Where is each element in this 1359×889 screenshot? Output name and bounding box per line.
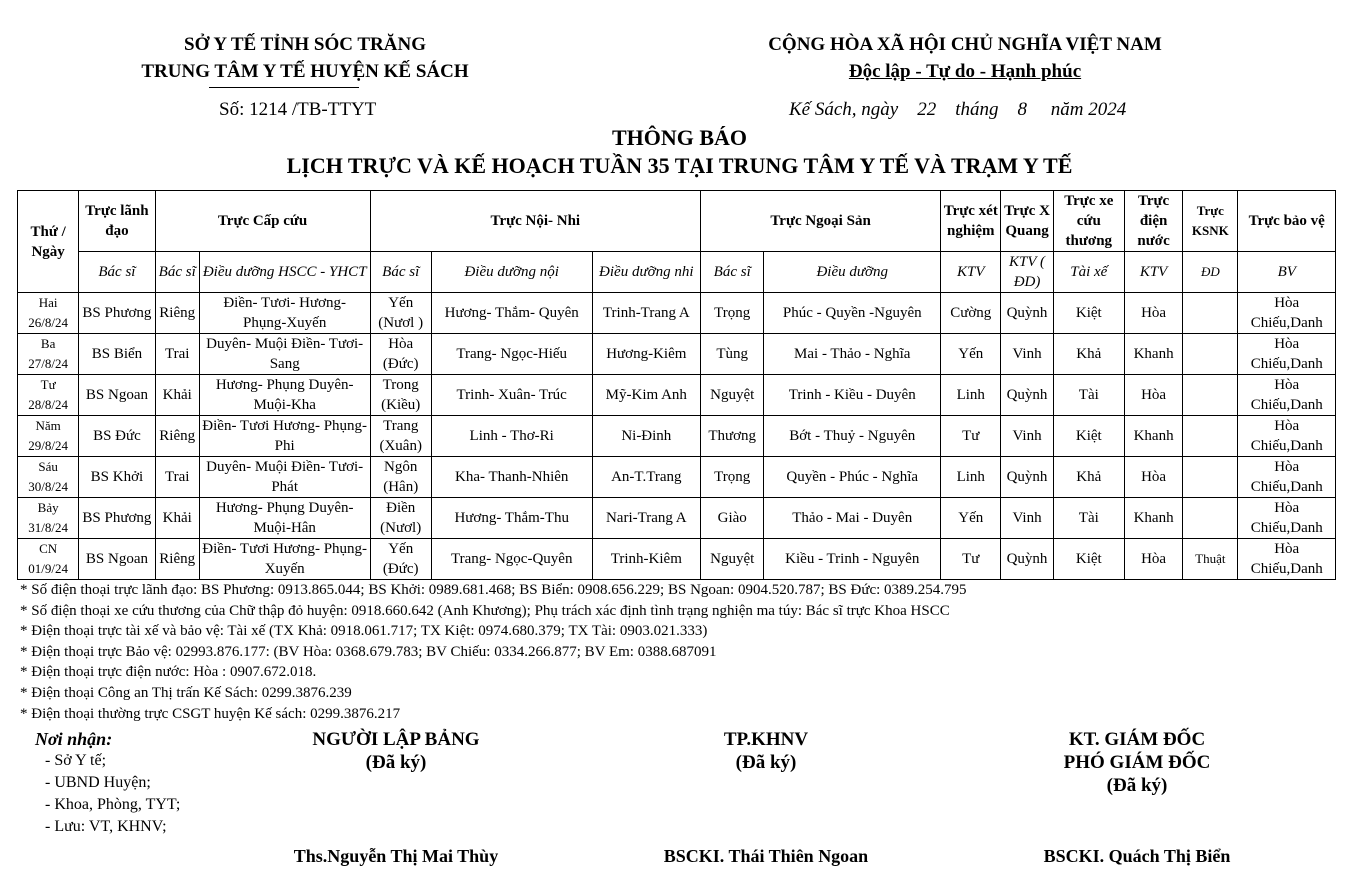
day-date: 27/8/24 xyxy=(28,356,68,371)
country-header xyxy=(700,31,1230,85)
cell-day xyxy=(18,539,79,580)
maker-title: NGƯỜI LẬP BẢNG xyxy=(312,729,480,750)
cell-em-nurse: Duyên- Muội Điền- Tươi-Sang xyxy=(199,334,370,375)
cell-lab: Linh xyxy=(941,375,1001,416)
cell-security: Hòa Chiếu,Danh xyxy=(1238,293,1336,334)
cell-day xyxy=(18,457,79,498)
cell-security: Hòa Chiếu,Danh xyxy=(1238,498,1336,539)
cell-ambulance: Tài xyxy=(1053,498,1124,539)
cell-su-nurse: Quyền - Phúc - Nghĩa xyxy=(764,457,941,498)
cell-in-doctor: Trang (Xuân) xyxy=(370,416,431,457)
cell-em-nurse: Điền- Tươi- Hương- Phụng-Xuyến xyxy=(199,293,370,334)
director-signed: (Đã ký) xyxy=(1106,775,1168,796)
cell-em-doctor: Khải xyxy=(155,375,199,416)
cell-leader: BS Khởi xyxy=(79,457,155,498)
cell-su-nurse: Trinh - Kiều - Duyên xyxy=(764,375,941,416)
cell-in-nurse: Trang- Ngọc-Hiếu xyxy=(431,334,592,375)
header-leader: Trực lãnh đạo xyxy=(79,191,155,252)
sub-su-doctor: Bác sĩ xyxy=(701,252,764,293)
day-date: 31/8/24 xyxy=(28,520,68,535)
day-name: Ba xyxy=(40,336,56,351)
cell-security: Hòa Chiếu,Danh xyxy=(1238,416,1336,457)
doc-title: THÔNG BÁO xyxy=(611,125,748,150)
org-underline xyxy=(209,87,359,88)
header-internal: Trực Nội- Nhi xyxy=(370,191,700,252)
sub-electric: KTV xyxy=(1124,252,1182,293)
cell-lab: Yến xyxy=(941,498,1001,539)
director-signature xyxy=(1007,728,1267,797)
cell-security: Hòa Chiếu,Danh xyxy=(1238,539,1336,580)
cell-em-doctor: Riêng xyxy=(155,539,199,580)
cell-ped-nurse: An-T.Trang xyxy=(592,457,701,498)
table-row xyxy=(18,498,1336,539)
recipient-item: - Khoa, Phòng, TYT; xyxy=(45,796,181,813)
cell-in-nurse: Hương- Thắm-Thu xyxy=(431,498,592,539)
recipients-title: Nơi nhận: xyxy=(35,729,113,749)
document-number: Số: 1214 /TB-TTYT xyxy=(219,99,377,120)
cell-su-doctor: Nguyệt xyxy=(701,539,764,580)
cell-lab: Linh xyxy=(941,457,1001,498)
day-date: 29/8/24 xyxy=(28,438,68,453)
motto xyxy=(700,58,1230,85)
cell-em-nurse: Hương- Phụng Duyên- Muội-Kha xyxy=(199,375,370,416)
cell-ksnk xyxy=(1183,457,1238,498)
cell-security: Hòa Chiếu,Danh xyxy=(1238,334,1336,375)
sub-leader: Bác sĩ xyxy=(79,252,155,293)
cell-security: Hòa Chiếu,Danh xyxy=(1238,457,1336,498)
cell-su-doctor: Giào xyxy=(701,498,764,539)
motto-text: Độc lập - Tự do - Hạnh phúc xyxy=(848,61,1082,82)
cell-ped-nurse: Trinh-Kiêm xyxy=(592,539,701,580)
table-row xyxy=(18,334,1336,375)
sub-ksnk: ĐD xyxy=(1183,252,1238,293)
day-name: Hai xyxy=(38,295,58,310)
cell-em-doctor: Riêng xyxy=(155,416,199,457)
sub-xray: KTV ( ĐD) xyxy=(1001,252,1053,293)
cell-xray: Vinh xyxy=(1001,498,1053,539)
sub-ambulance: Tài xế xyxy=(1053,252,1124,293)
cell-ambulance: Kiệt xyxy=(1053,539,1124,580)
cell-day xyxy=(18,375,79,416)
day-name: Tư xyxy=(40,377,56,392)
org-line2 xyxy=(100,58,510,85)
cell-xray: Quỳnh xyxy=(1001,375,1053,416)
sub-em-nurse: Điều dưỡng HSCC - YHCT xyxy=(199,252,370,293)
khnv-signed: (Đã ký) xyxy=(735,752,797,773)
cell-ksnk xyxy=(1183,334,1238,375)
cell-su-nurse: Thảo - Mai - Duyên xyxy=(764,498,941,539)
cell-em-nurse: Điền- Tươi Hương- Phụng-Phi xyxy=(199,416,370,457)
cell-lab: Yến xyxy=(941,334,1001,375)
cell-lab: Tư xyxy=(941,416,1001,457)
cell-ambulance: Kiệt xyxy=(1053,416,1124,457)
sub-in-doctor: Bác sĩ xyxy=(370,252,431,293)
day-name: Năm xyxy=(35,418,61,433)
cell-xray: Quỳnh xyxy=(1001,539,1053,580)
cell-electric: Hòa xyxy=(1124,539,1182,580)
note-line: * Điện thoại trực điện nước: Hòa : 0907.672.018. xyxy=(20,664,317,681)
cell-security: Hòa Chiếu,Danh xyxy=(1238,375,1336,416)
cell-in-doctor: Ngôn (Hân) xyxy=(370,457,431,498)
cell-em-nurse: Điền- Tươi Hương- Phụng-Xuyến xyxy=(199,539,370,580)
khnv-name: BSCKI. Thái Thiên Ngoan xyxy=(663,846,869,866)
cell-in-doctor: Điền (Nươl) xyxy=(370,498,431,539)
cell-su-nurse: Kiều - Trinh - Nguyên xyxy=(764,539,941,580)
recipient-item: - UBND Huyện; xyxy=(45,774,151,791)
cell-in-nurse: Kha- Thanh-Nhiên xyxy=(431,457,592,498)
director-title1: KT. GIÁM ĐỐC xyxy=(1068,729,1206,750)
sub-lab: KTV xyxy=(941,252,1001,293)
cell-ped-nurse: Mỹ-Kim Anh xyxy=(592,375,701,416)
cell-su-doctor: Tùng xyxy=(701,334,764,375)
cell-em-doctor: Trai xyxy=(155,334,199,375)
maker-name: Ths.Nguyễn Thị Mai Thùy xyxy=(293,846,499,866)
cell-ped-nurse: Ni-Đinh xyxy=(592,416,701,457)
note-line: * Số điện thoại xe cứu thương của Chữ thập đỏ huyện: 0918.660.642 (Anh Khương); Phụ trách xác định tình trạng nghiện ma túy: Bác sĩ trực Khoa HSCC xyxy=(20,602,950,619)
day-name: Sáu xyxy=(38,459,58,474)
cell-in-nurse: Trang- Ngọc-Quyên xyxy=(431,539,592,580)
sub-su-nurse: Điều dưỡng xyxy=(764,252,941,293)
header-lab: Trực xét nghiệm xyxy=(941,191,1001,252)
cell-day xyxy=(18,334,79,375)
day-date: 30/8/24 xyxy=(28,479,68,494)
table-row xyxy=(18,539,1336,580)
day-date: 01/9/24 xyxy=(28,561,68,576)
cell-ambulance: Tài xyxy=(1053,375,1124,416)
cell-su-doctor: Trọng xyxy=(701,457,764,498)
org-line1: SỞ Y TẾ TỈNH SÓC TRĂNG xyxy=(184,34,426,55)
maker-signed: (Đã ký) xyxy=(365,752,427,773)
cell-ped-nurse: Nari-Trang A xyxy=(592,498,701,539)
cell-in-doctor: Yến (Đức) xyxy=(370,539,431,580)
notes xyxy=(20,580,967,724)
maker-signature xyxy=(266,728,526,774)
cell-ksnk xyxy=(1183,416,1238,457)
cell-em-doctor: Khải xyxy=(155,498,199,539)
cell-su-doctor: Thương xyxy=(701,416,764,457)
cell-xray: Quỳnh xyxy=(1001,293,1053,334)
header-ambulance: Trực xe cứu thương xyxy=(1053,191,1124,252)
cell-in-nurse: Linh - Thơ-Ri xyxy=(431,416,592,457)
director-title2: PHÓ GIÁM ĐỐC xyxy=(1063,752,1211,773)
cell-electric: Hòa xyxy=(1124,375,1182,416)
cell-ped-nurse: Trinh-Trang A xyxy=(592,293,701,334)
table-row xyxy=(18,375,1336,416)
cell-su-nurse: Bớt - Thuỷ - Nguyên xyxy=(764,416,941,457)
recipient-item: - Sở Y tế; xyxy=(45,752,107,769)
sub-in-nurse: Điều dưỡng nội xyxy=(431,252,592,293)
cell-day xyxy=(18,293,79,334)
day-name: CN xyxy=(39,541,58,556)
day-name: Bảy xyxy=(37,500,59,515)
cell-ksnk xyxy=(1183,498,1238,539)
director-name: BSCKI. Quách Thị Biển xyxy=(1043,846,1231,866)
note-line: * Điện thoại trực Bảo vệ: 02993.876.177: (BV Hòa: 0368.679.783; BV Chiếu: 0334.266.877; BV Em: 0388.687091 xyxy=(20,643,717,660)
cell-electric: Hòa xyxy=(1124,457,1182,498)
cell-leader: BS Đức xyxy=(79,416,155,457)
recipients xyxy=(35,728,180,838)
table-row xyxy=(18,457,1336,498)
doc-subtitle: LỊCH TRỰC VÀ KẾ HOẠCH TUẦN 35 TẠI TRUNG TÂM Y TẾ VÀ TRẠM Y TẾ xyxy=(286,153,1073,178)
header-surgery: Trực Ngoại Sản xyxy=(701,191,941,252)
header-day: Thứ / Ngày xyxy=(18,191,79,293)
cell-in-doctor: Hòa (Đức) xyxy=(370,334,431,375)
country-name: CỘNG HÒA XÃ HỘI CHỦ NGHĨA VIỆT NAM xyxy=(768,34,1162,55)
cell-su-nurse: Phúc - Quyền -Nguyên xyxy=(764,293,941,334)
cell-leader: BS Ngoan xyxy=(79,375,155,416)
header-xray: Trực X Quang xyxy=(1001,191,1053,252)
cell-ksnk: Thuật xyxy=(1183,539,1238,580)
header-ksnk: Trực KSNK xyxy=(1183,191,1238,252)
sub-ped-nurse: Điều dưỡng nhi xyxy=(592,252,701,293)
cell-electric: Khanh xyxy=(1124,334,1182,375)
cell-leader: BS Biển xyxy=(79,334,155,375)
sub-security: BV xyxy=(1238,252,1336,293)
cell-ped-nurse: Hương-Kiêm xyxy=(592,334,701,375)
org-line2-text: TRUNG TÂM Y TẾ HUYỆN KẾ SÁCH xyxy=(141,61,469,82)
cell-em-doctor: Trai xyxy=(155,457,199,498)
cell-leader: BS Ngoan xyxy=(79,539,155,580)
header-electric: Trực điện nước xyxy=(1124,191,1182,252)
cell-in-nurse: Trinh- Xuân- Trúc xyxy=(431,375,592,416)
header-security: Trực bảo vệ xyxy=(1238,191,1336,252)
cell-leader: BS Phương xyxy=(79,293,155,334)
cell-ambulance: Khả xyxy=(1053,334,1124,375)
cell-ambulance: Kiệt xyxy=(1053,293,1124,334)
cell-electric: Khanh xyxy=(1124,498,1182,539)
cell-electric: Hòa xyxy=(1124,293,1182,334)
cell-su-doctor: Trọng xyxy=(701,293,764,334)
cell-in-doctor: Trong (Kiều) xyxy=(370,375,431,416)
day-date: 28/8/24 xyxy=(28,397,68,412)
day-date: 26/8/24 xyxy=(28,315,68,330)
table-row xyxy=(18,416,1336,457)
cell-ksnk xyxy=(1183,293,1238,334)
khnv-title: TP.KHNV xyxy=(723,729,809,750)
note-line: * Điện thoại trực tài xế và bảo vệ: Tài xế (TX Khả: 0918.061.717; TX Kiệt: 0974.680.379; TX Tài: 0903.021.333) xyxy=(20,623,708,640)
note-line: * Số điện thoại trực lãnh đạo: BS Phương: 0913.865.044; BS Khởi: 0989.681.468; BS Biển: 0908.656.229; BS Ngoan: 0904.520.787; BS Đức: 0389.254.795 xyxy=(20,582,967,598)
khnv-signature xyxy=(646,728,886,774)
cell-em-nurse: Hương- Phụng Duyên- Muội-Hân xyxy=(199,498,370,539)
cell-su-nurse: Mai - Thảo - Nghĩa xyxy=(764,334,941,375)
cell-su-doctor: Nguyệt xyxy=(701,375,764,416)
note-line: * Điện thoại thường trực CSGT huyện Kế sách: 0299.3876.217 xyxy=(20,705,401,722)
table-row xyxy=(18,293,1336,334)
cell-xray: Vinh xyxy=(1001,416,1053,457)
recipient-item: - Lưu: VT, KHNV; xyxy=(45,818,167,835)
document-date: Kế Sách, ngày 22 tháng 8 năm 2024 xyxy=(789,99,1127,120)
cell-xray: Vinh xyxy=(1001,334,1053,375)
schedule-table xyxy=(17,190,1336,580)
cell-day xyxy=(18,498,79,539)
cell-leader: BS Phương xyxy=(79,498,155,539)
header-emergency: Trực Cấp cứu xyxy=(155,191,370,252)
cell-ambulance: Khả xyxy=(1053,457,1124,498)
cell-lab: Tư xyxy=(941,539,1001,580)
cell-lab: Cường xyxy=(941,293,1001,334)
note-line: * Điện thoại Công an Thị trấn Kế Sách: 0299.3876.239 xyxy=(20,684,352,701)
cell-electric: Khanh xyxy=(1124,416,1182,457)
cell-day xyxy=(18,416,79,457)
sub-em-doctor: Bác sĩ xyxy=(155,252,199,293)
cell-em-nurse: Duyên- Muội Điền- Tươi-Phát xyxy=(199,457,370,498)
cell-in-nurse: Hương- Thắm- Quyên xyxy=(431,293,592,334)
cell-in-doctor: Yến (Nươl ) xyxy=(370,293,431,334)
org-header xyxy=(100,31,510,85)
cell-xray: Quỳnh xyxy=(1001,457,1053,498)
cell-em-doctor: Riêng xyxy=(155,293,199,334)
cell-ksnk xyxy=(1183,375,1238,416)
